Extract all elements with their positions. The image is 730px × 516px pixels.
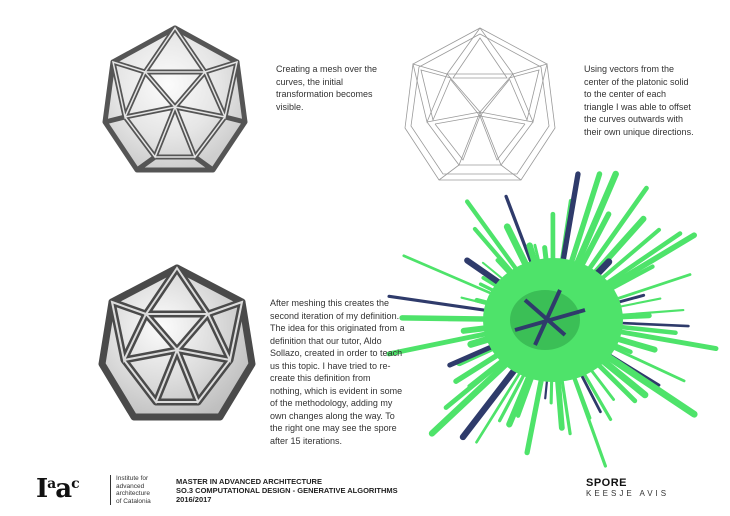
- caption-iteration: After meshing this creates the second iteration of my definition. The idea for this originated from a definition that our tutor, Aldo Sollazo, created in order to teach us this topic. I have tried to re-create this definition from nothing, which is evident in some of the methodology, adding my own changes along the way. To the right one may see the spore after 15 iterations.: [270, 298, 405, 446]
- caption-vectors: Using vectors from the center of the platonic solid to the center of each triangle I was able to offset the curves outwards with their own unique directions.: [584, 64, 694, 137]
- iaac-logo: $I^aa^c$: [36, 474, 79, 504]
- mesh-render-bottom: [92, 262, 262, 427]
- institute-name: Institute for advanced architecture of Catalonia: [110, 475, 176, 505]
- course-info: MASTER IN ADVANCED ARCHITECTURE SO.3 COMPUTATIONAL DESIGN - GENERATIVE ALGORITHMS 2016/2017: [176, 477, 398, 504]
- project-title: SPORE: [586, 477, 628, 489]
- caption-mesh: Creating a mesh over the curves, the initial transformation becomes visible.: [276, 64, 378, 112]
- spore-render: [385, 170, 720, 470]
- author-name: KEESJE AVIS: [586, 489, 670, 498]
- mesh-render-top: [95, 22, 255, 182]
- wireframe-render: [395, 20, 565, 190]
